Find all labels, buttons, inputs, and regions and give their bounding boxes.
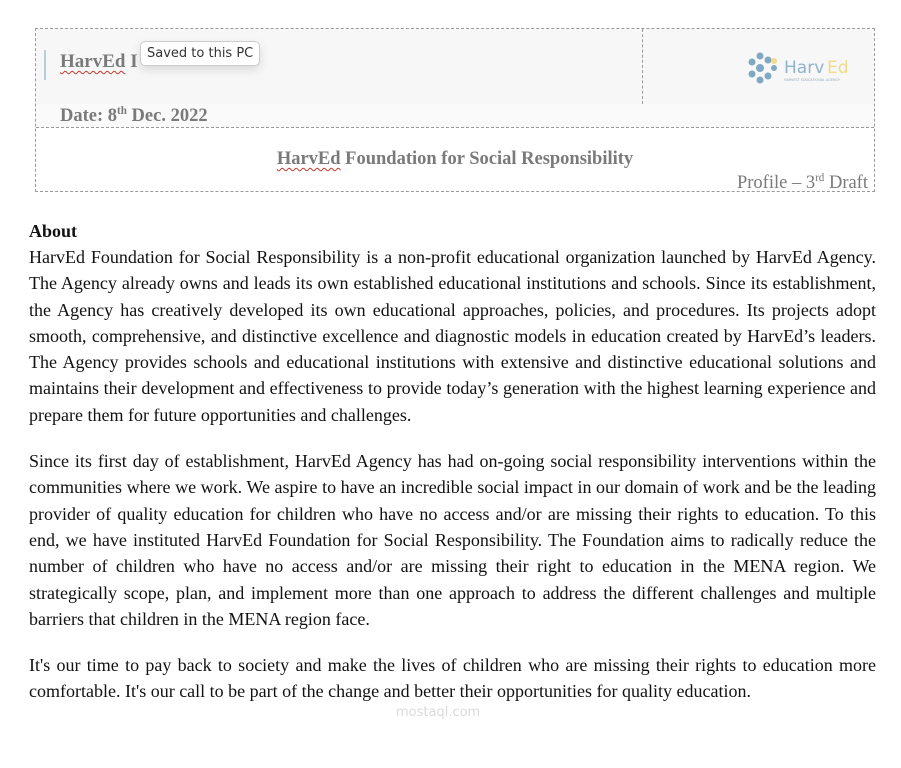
- header-title[interactable]: HarvEd I: [60, 51, 138, 72]
- text-cursor-bar: [44, 50, 46, 80]
- header-divider: [642, 29, 643, 104]
- document-date[interactable]: Date: 8th Dec. 2022: [60, 105, 208, 127]
- svg-text:Ed: Ed: [827, 58, 849, 78]
- draft-label[interactable]: Profile – 3rd Draft: [736, 172, 868, 194]
- svg-text:Harv: Harv: [784, 58, 825, 78]
- about-heading: About: [29, 221, 78, 241]
- watermark: mostaql.com: [396, 705, 481, 720]
- saved-tooltip: Saved to this PC: [140, 41, 260, 66]
- svg-text:HARVEST EDUCATIONAL AGENCY: HARVEST EDUCATIONAL AGENCY: [784, 78, 840, 82]
- harved-logo: [742, 47, 862, 89]
- document-header-table: [35, 28, 875, 192]
- foundation-title[interactable]: HarvEd Foundation for Social Responsibility: [276, 149, 634, 169]
- paragraph-2[interactable]: Since its first day of establishment, HarvEd Agency has had on-going social responsibility interventions within the communities where we work. We aspire to have an incredible social impact in our domain of work and be the leading provider of quality education for children who have no access and/or are missing their rights to education. To this end, we have instituted HarvEd Foundation for Social Responsibility. The Foundation aims to radically reduce the number of children who have no access and/or are missing their right to education in the MENA region. We strategically scope, plan, and implement more than one approach to address the different challenges and multiple barriers that children in the MENA region face.: [29, 451, 876, 629]
- document-body[interactable]: [29, 218, 876, 725]
- paragraph-1[interactable]: HarvEd Foundation for Social Responsibility is a non-profit educational organization launched by HarvEd Agency. The Agency already owns and leads its own established educational institutions and schools. Since its establishment, the Agency has creatively developed its own educational approaches, policies, and procedures. Its projects adopt smooth, comprehensive, and distinctive excellence and diagnostic models in education created by HarvEd’s leaders. The Agency provides schools and educational institutions with extensive and distinctive educational solutions and maintains their development and effectiveness to provide today’s generation with the highest learning experience and prepare them for future opportunities and challenges.: [29, 247, 876, 425]
- paragraph-3[interactable]: It's our time to pay back to society and make the lives of children who are missing their rights to education more comfortable. It's our call to be part of the change and better their opportunities for quality education.: [29, 655, 876, 702]
